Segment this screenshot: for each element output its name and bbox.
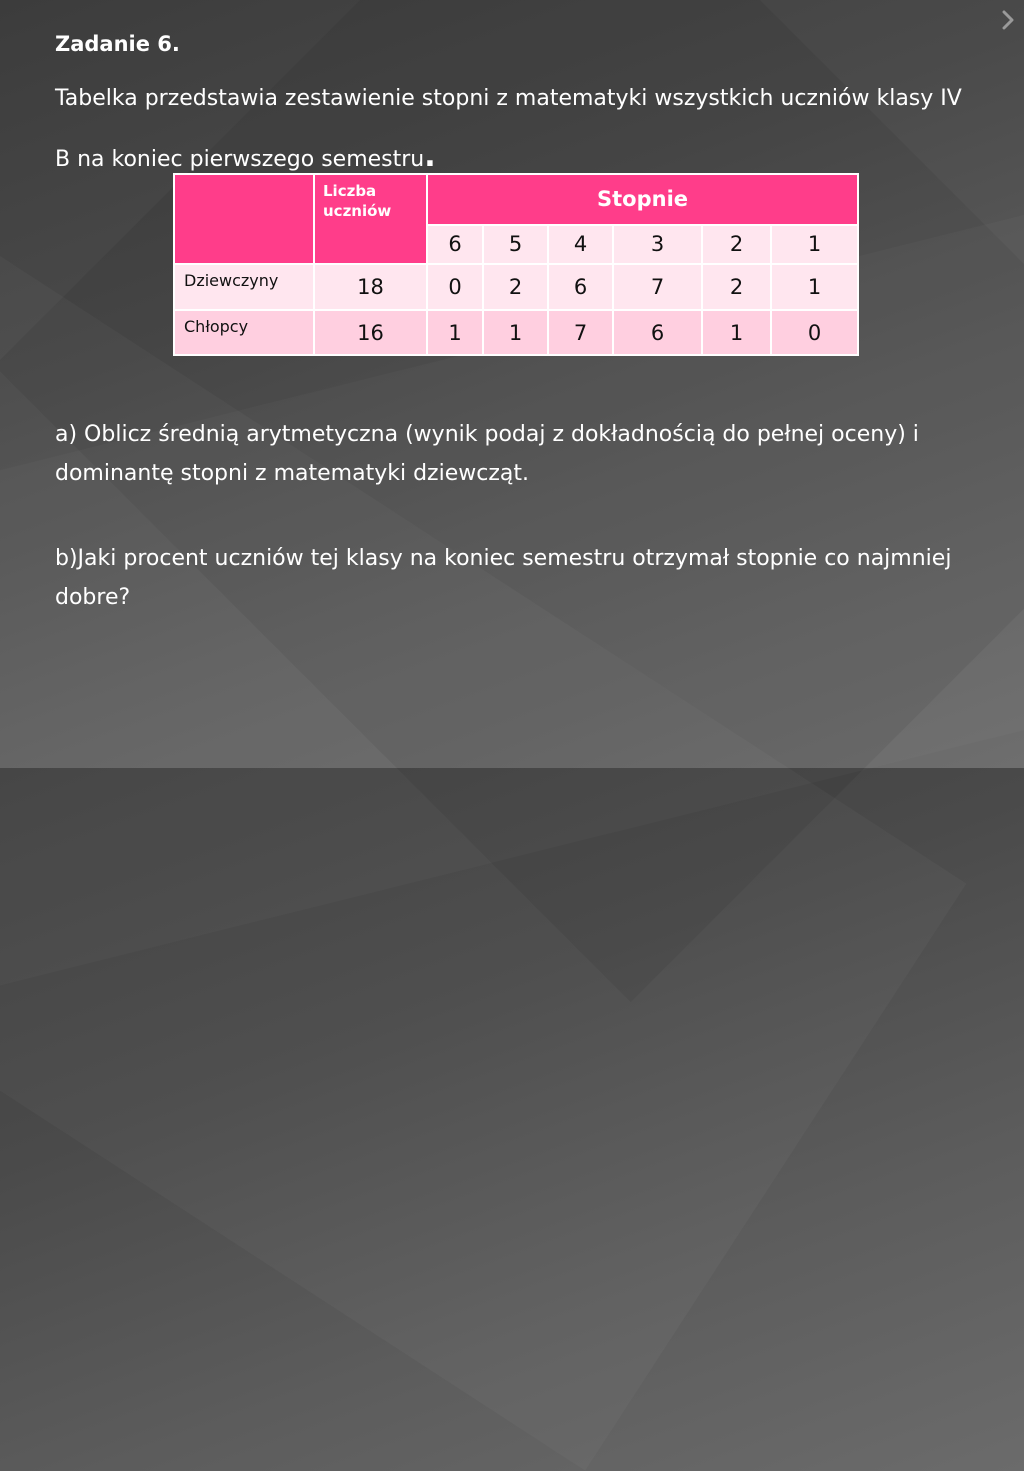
count-cell: 16 bbox=[314, 310, 427, 355]
value-cell: 6 bbox=[613, 310, 702, 355]
value-cell: 7 bbox=[548, 310, 613, 355]
grade-header-cell: 4 bbox=[548, 225, 613, 264]
value-cell: 1 bbox=[702, 310, 771, 355]
grade-header-cell: 3 bbox=[613, 225, 702, 264]
value-cell: 1 bbox=[427, 310, 483, 355]
grade-header-cell: 1 bbox=[771, 225, 858, 264]
grades-header: Stopnie bbox=[427, 174, 858, 225]
value-cell: 0 bbox=[771, 310, 858, 355]
value-cell: 1 bbox=[483, 310, 548, 355]
grade-header-cell: 5 bbox=[483, 225, 548, 264]
value-cell: 2 bbox=[483, 264, 548, 310]
grades-table bbox=[173, 173, 859, 356]
count-cell: 18 bbox=[314, 264, 427, 310]
grade-header-cell: 6 bbox=[427, 225, 483, 264]
task-intro-text: Tabelka przedstawia zestawienie stopni z matematyki wszystkich uczniów klasy IV B na koniec pierwszego semestru bbox=[55, 86, 962, 172]
value-cell: 7 bbox=[613, 264, 702, 310]
task-title: Zadanie 6. bbox=[55, 32, 180, 56]
row-label: Chłopcy bbox=[174, 310, 314, 355]
question-a: a) Oblicz średnią arytmetyczna (wynik podaj z dokładnością do pełnej oceny) i dominantę stopni z matematyki dziewcząt. bbox=[55, 422, 919, 486]
table-corner-cell bbox=[174, 174, 314, 264]
task-intro bbox=[55, 70, 965, 189]
grade-header-cell: 2 bbox=[702, 225, 771, 264]
value-cell: 0 bbox=[427, 264, 483, 310]
value-cell: 6 bbox=[548, 264, 613, 310]
question-b: b)Jaki procent uczniów tej klasy na koniec semestru otrzymał stopnie co najmniej dobre? bbox=[55, 546, 952, 610]
count-header: Liczba uczniów bbox=[314, 174, 427, 264]
value-cell: 1 bbox=[771, 264, 858, 310]
table-row bbox=[174, 264, 858, 310]
table-row bbox=[174, 310, 858, 355]
value-cell: 2 bbox=[702, 264, 771, 310]
row-label: Dziewczyny bbox=[174, 264, 314, 310]
task-intro-dot: . bbox=[424, 139, 436, 174]
table-header-row bbox=[174, 174, 858, 225]
chevron-right-icon bbox=[1001, 10, 1015, 30]
